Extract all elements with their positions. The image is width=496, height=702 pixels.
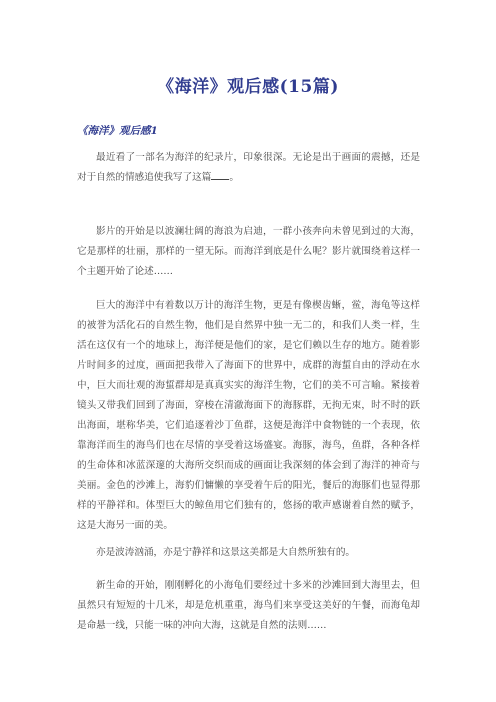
blank-underline <box>211 169 229 180</box>
paragraph-1-text: 最近看了一部名为海洋的纪录片，印象很深。无论是出于画面的震撼，还是对于自然的情感追使我写了这篇 <box>77 152 420 183</box>
paragraph-1 <box>77 148 420 188</box>
paragraph-1-end: 。 <box>229 172 239 183</box>
paragraph-2: 影片的开始是以波澜壮阔的海浪为启迪，一群小孩奔向未曾见到过的大海，它是那样的壮丽，那样的一望无际。而海洋到底是什么呢？影片就围绕着这样一个主题开始了论述…… <box>77 226 420 277</box>
paragraph-4: 亦是波涛汹涌，亦是宁静祥和这景这美都是大自然所独有的。 <box>96 547 356 558</box>
document-title: 《海洋》观后感(15篇) <box>157 77 339 97</box>
section-heading: 《海洋》观后感1 <box>77 125 158 137</box>
paragraph-5: 新生命的开始，刚刚孵化的小海龟们要经过十多米的沙滩回到大海里去，但虽然只有短短的十几米，却是危机重重，海鸟们来享受这美好的午餐，而海龟却是命悬一线，只能一味的冲向大海，这就是自然的法则…… <box>77 580 420 631</box>
paragraph-3: 巨大的海洋中有着数以万计的海洋生物，更是有像楔齿蜥，鲎，海龟等这样的被誉为活化石的自然生物，他们是自然界中独一无二的，和我们人类一样，生活在这仅有一个的地球上，海洋便是他们的家，是它们赖以生存的地方。随着影片时间多的过度，画面把我带入了海面下的世界中，成群的海蜇自由的浮动在水中，巨大而壮观的海蜇群却是真真实实的海洋生物，它们的美不可言喻。紧接着镜头又带我们回到了海面，穿梭在清澈海面下的海豚群，无拘无束，时不时的跃出海面，堪称华美，它们追逐着沙丁鱼群，这便是海洋中食物链的一个表现，依靠海洋而生的海鸟们也在尽情的享受着这场盛宴。海豚，海鸟，鱼群，各种各样的生命体和冰蓝深邃的大海所交织而成的画面让我深刻的体会到了海洋的神奇与美丽。金色的沙滩上，海豹们慵懒的享受着午后的阳光，餐后的海豚们也显得那样的平静祥和。体型巨大的鲸鱼用它们独有的，悠扬的歌声感谢着自然的赋予，这是大海另一面的美。 <box>77 300 420 531</box>
